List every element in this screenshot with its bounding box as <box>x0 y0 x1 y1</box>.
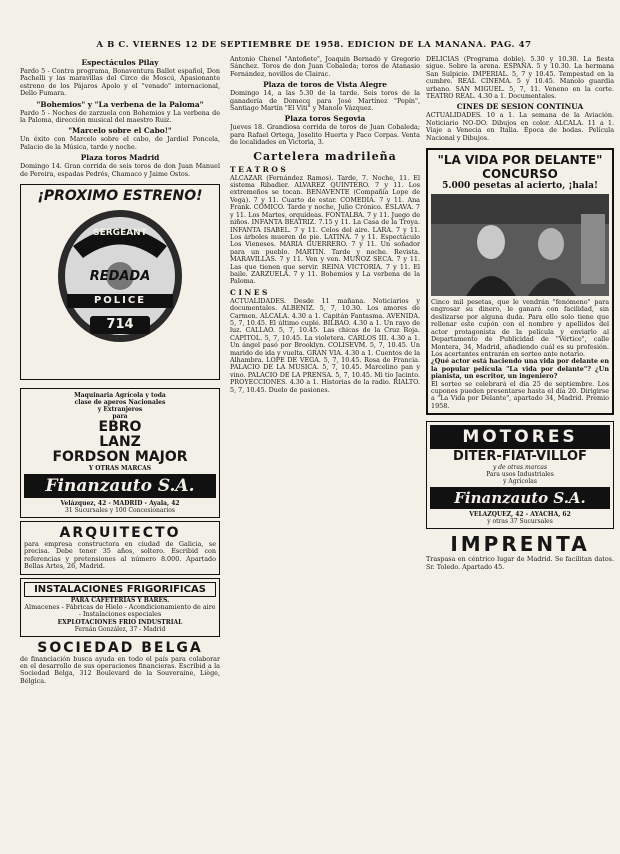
section-text: Antonio Chenel "Antoñete", Joaquín Bernadó y Gregorio Sánchez. Toros de don Juan Cobaleda; toros de Atanasio Fernández, novillos de Clairac. <box>230 56 420 78</box>
ad-line: y Extranjeros <box>97 406 143 414</box>
ad-prize: 5.000 pesetas al acierto, ¡hala! <box>442 181 598 192</box>
section-title: Plaza de toros de Vista Alegre <box>263 80 387 90</box>
column-left <box>20 56 220 846</box>
section-title: "Bohemios" y "La verbena de la Paloma" <box>36 99 204 109</box>
motores-sub: y de otras marcas <box>492 464 548 472</box>
ad-text: Cinco mil pesetas, que le vendrán "fenómeno" para engrosar su dinero, le ganará con facilidad, sin deslizarse por alguna duda. Para ello solo tiene que rellenar este cupón con el nombre y apellidos del actor protagonista de la película y enviarlo al Departamento de Publicidad de "Vértice", calle Montera, 34, Madrid, añadiendo cuál es su profesión. Los acertantes entrarán en sorteo ante notario. <box>431 298 609 358</box>
ad-concurso: CONCURSO <box>482 167 558 182</box>
cines-title: C I N E S <box>230 287 268 297</box>
section-text: Domingo 14. Gran corrida de seis toros de don Juan Manuel de Pereira, espadas Pedrés, Chamaco y Jaime Ostos. <box>20 162 220 178</box>
ad-title: "LA VIDA POR DELANTE" <box>437 153 603 168</box>
teatros-list: ALCAZAR (Fernández Ramos). Tarde, 7. Noche, 11. El sistema Ribadier. ALVAREZ QUINTERO. 7 y 11. Los extremeños se tocan. BENAVENTE (Compañía Lope de Vega). 7 y 11. Cuarto de estar. COMEDIA. 7 y 11. Ana Frank. CÓMICO. Tarde y noche, Julio Crónico. ESLAVA. 7 y 11. Los Martes, orquídeas. FONTALBA. 7 y 11. Juego de niños. INFANTA BEATRIZ. 7.15 y 11. La Casa de la Troya. INFANTA ISABEL. 7 y 11. Celos del aire. LARA. 7 y 11. Los árboles mueren de pie. LATINA. 7 y 11. Espectáculo Los Vieneses. MARIA GUERRERO. 7 y 11. Un soñador para un pueblo. MARTIN. Tarde y noche. Revista. MARAVILLAS. 7 y 11. Ven y ven. MUÑOZ SECA. 7 y 11. Las que tienen que servir. REINA VICTORIA. 7 y 11. El baile. ZARZUELA. 7 y 11. Bohemios y La verbena de la Paloma. <box>230 173 420 286</box>
page-header: A B C. VIERNES 12 DE SEPTIEMBRE DE 1958. EDICION DE LA MAÑANA. PAG. 47 <box>96 40 532 50</box>
ad-company: EXPLOTACIONES FRIO INDUSTRIAL <box>57 618 183 626</box>
ad-title: ARQUITECTO <box>59 525 181 542</box>
ad-title: IMPRENTA <box>450 532 590 557</box>
company-branches: y otras 37 Sucursales <box>487 518 553 526</box>
ad-question: ¿Qué actor está haciendo una vida por delante en la popular película "La vida por delante"? ¿Un pianista, un escritor, un ingeniero? <box>431 357 609 381</box>
ad-motores <box>426 421 614 529</box>
company-address: VELAZQUEZ, 42 - AYACHA, 62 <box>469 511 571 519</box>
ad-line: clase de aperos Nacionales <box>74 399 166 407</box>
company-name: Finanzauto S.A. <box>24 474 216 498</box>
ad-text: de financiación busca ayuda en todo el país para colaborar en el desarrollo de sus operaciones financieras. Escribid a la Sociedad Belga, 312 Boulevard de la Souveraine, Liège, Bélgica. <box>20 654 220 685</box>
ad-la-vida-por-delante <box>426 148 614 415</box>
company-name: Finanzauto S.A. <box>430 487 610 509</box>
column-middle <box>230 56 420 846</box>
section-text: Pardo 5 - Noches de zarzuela con Bohemios y La verbena de la Paloma, dirección musical del maestro Ruiz. <box>20 108 220 125</box>
ad-title: INSTALACIONES FRIGORIFICAS <box>24 582 216 597</box>
cines-list: ACTUALIDADES. Desde 11 mañana. Noticiarios y documentales. ALBENIZ. 5, 7, 10.30. Los amores de Carmen. ALCALA. 4.30 a 1. Capitán Fantasma. AVENIDA. 5, 7, 10.45. El último cuplé. BILBAO. 4.30 a 1. Un rayo de luz. CALLAO. 5, 7, 10.45. Las chicas de la Cruz Roja. CAPITOL. 5, 7, 10.45. La violetera. CARLOS III. 4.30 a 1. Un ángel pasó por Brooklyn. COLISEVM. 5, 7, 10.45. Un marido de ida y vuelta. GRAN VIA. 4.30 a 1. Cuentos de la Alhambra. LOPE DE VEGA. 5, 7, 10.45. Rosa de Francia. PALACIO DE LA MUSICA. 5, 7, 10.45. Marcelino pan y vino. PALACIO DE LA PRENSA. 5, 7, 10.45. Mi tío Jacinto. PROYECCIONES. 4.30 a 1. Historias de la radio. RIALTO. 5, 7, 10.45. Duelo de pasiones. <box>230 296 420 394</box>
ad-note: El sorteo se celebrará el día 25 de septiembre. Los cupones pueden presentarse hasta el día 20. Dirigirse a "La Vida por Delante", apartado 34, Madrid. Premio 1958. <box>431 379 609 410</box>
film-still-icon <box>431 194 609 296</box>
ad-address: Fernán González, 37 - Madrid <box>74 625 166 633</box>
section-text: Domingo 14, a las 5.30 de la tarde. Seis toros de la ganadería de Domecq para José Martínez "Pepín", Santiago Martín "El Viti" y Manolo Vázquez. <box>230 89 420 113</box>
column-right <box>426 56 614 846</box>
section-text: Un éxito con Marcelo sobre el cabo, de Jardiel Poncela, Palacio de la Música, tarde y noche. <box>20 135 220 151</box>
badge-redada-label: REDADA <box>89 269 151 285</box>
brand-lanz: LANZ <box>99 434 141 451</box>
section-title: CINES DE SESION CONTINUA <box>456 102 584 112</box>
brand-fordson: FORDSON MAJOR <box>52 449 188 466</box>
ad-instalaciones-frigorificas <box>20 578 220 637</box>
ad-subtitle: PARA CAFETERIAS Y BARES. <box>70 596 170 604</box>
ad-title: MOTORES <box>430 425 610 449</box>
motores-brands: DITER-FIAT-VILLOF <box>453 449 587 465</box>
ad-title: ¡PROXIMO ESTRENO! <box>37 188 203 205</box>
ad-arquitecto <box>20 521 220 575</box>
section-title: Plaza toros Segovia <box>284 114 366 124</box>
section-title: Espectáculos Pilay <box>81 58 159 67</box>
ad-line: Maquinaria Agrícola y toda <box>74 392 166 400</box>
ad-sociedad-belga <box>20 640 220 686</box>
ad-text: para empresa constructora en ciudad de Galicia, se precisa. Debe tener 35 años, soltero. Escribid con referencias y pretensiones al número 8.000. Apartado Bellas Artes, 26, Madrid. <box>24 540 216 571</box>
company-branches: 31 Sucursales y 100 Concesionarios <box>65 507 175 515</box>
brand-ebro: EBRO <box>98 419 142 436</box>
ad-title: SOCIEDAD BELGA <box>37 639 203 656</box>
film-still-photo <box>431 194 609 296</box>
cartelera-title: Cartelera madrileña <box>253 149 397 163</box>
ad-proximo-estreno <box>20 184 220 380</box>
badge-number: 714 <box>106 317 134 333</box>
section-text: Jueves 18. Grandiosa corrida de toros de Juan Cobaleda; para Rafael Ortega, Joselito Huerta y Paco Corpas. Venta de localidades en Victoria, 3. <box>230 123 420 147</box>
motores-use: Para usos Industriales <box>486 471 554 479</box>
ad-finanzauto-maquinaria <box>20 388 220 518</box>
section-title: Plaza toros Madrid <box>80 153 160 163</box>
motores-use: y Agrícolas <box>503 478 537 486</box>
section-text: ACTUALIDADES. 10 a 1. La semana de la Aviación. Noticiario NO-DO. Dibujos en color. ALCALA. 11 a 1. Viaje a Venecia en Italia. Época de bodas. Película Nacional y Dibujos. <box>426 111 614 142</box>
other-brands: Y OTRAS MARCAS <box>88 465 152 473</box>
ad-text: Almacenes - Fábricas de Hielo - Acondicionamiento de aire - Instalaciones especiales <box>24 602 216 619</box>
section-title: "Marcelo sobre el Cabo!" <box>68 126 172 136</box>
ad-line: para <box>112 413 128 421</box>
badge-sergeant-label: SERGEANT <box>93 228 147 239</box>
section-text: Pardo 5 - Contra programa, Bonaventura Ballet español, Don Pachelli y las maravillas del Circo de Moscú, Apasionante estreno de los Pájaros Apolo y el "venado" internacional, Dello Fumara. <box>20 67 220 98</box>
teatros-title: T E A T R O S <box>230 164 286 174</box>
ad-text: Traspasa en céntrico lugar de Madrid. Se facilitan datos. Sr. Toledo. Apartado 45. <box>426 555 614 571</box>
company-address: Velázquez, 42 - MADRID - Ayala, 42 <box>60 500 180 508</box>
ad-imprenta <box>426 532 614 571</box>
badge-police-label: POLICE <box>93 295 147 307</box>
section-text: DELICIAS (Programa doble). 5.30 y 10.30. La fiesta sigue. Sobre la arena. ESPAÑA. 5 y 10.30. La hermana San Sulpicio. IMPERIAL. 5, 7 y 10.45. Tempestad en la cumbre. REAL CINEMA. 5 y 10.45. Manolo guardia urbano. SAN MIGUEL. 5, 7, 11. Veneno en la corte. TEATRO REAL. 4.30 a 1. Documentales. <box>426 56 614 101</box>
police-badge-logo <box>45 206 195 346</box>
